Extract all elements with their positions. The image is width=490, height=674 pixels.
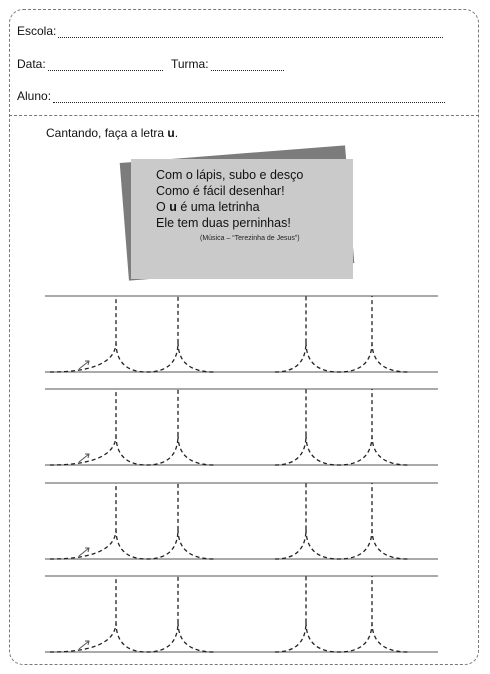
start-arrow-icon — [79, 454, 89, 462]
turma-label: Turma: — [171, 57, 209, 71]
letter-u-tracing — [275, 389, 408, 465]
letter-u-tracing — [50, 389, 214, 465]
start-arrow-icon — [79, 361, 89, 369]
letter-u-tracing — [50, 483, 214, 559]
letter-u-tracing — [275, 576, 408, 652]
letter-u-tracing — [50, 296, 214, 372]
song-line-1: Com o lápis, subo e desço — [156, 168, 304, 182]
escola-label: Escola: — [17, 24, 57, 38]
data-label: Data: — [17, 57, 46, 71]
start-arrow-icon — [79, 548, 89, 556]
song-credit: (Música – “Terezinha de Jesus”) — [200, 235, 300, 242]
letter-u-tracing — [275, 483, 408, 559]
start-arrow-icon — [79, 641, 89, 649]
instruction-letter: u — [167, 126, 175, 140]
letter-u-tracing — [275, 296, 408, 372]
song-line-2: Como é fácil desenhar! — [156, 184, 285, 198]
aluno-label: Aluno: — [17, 89, 52, 103]
song-line-4: Ele tem duas perninhas! — [156, 216, 291, 230]
letter-u-tracing — [50, 576, 214, 652]
instruction-before: Cantando, faça a letra — [46, 126, 168, 140]
song-letter-u: u — [169, 200, 177, 214]
instruction-after: . — [174, 126, 179, 140]
song-line-3: O u é uma letrinha — [156, 200, 260, 214]
